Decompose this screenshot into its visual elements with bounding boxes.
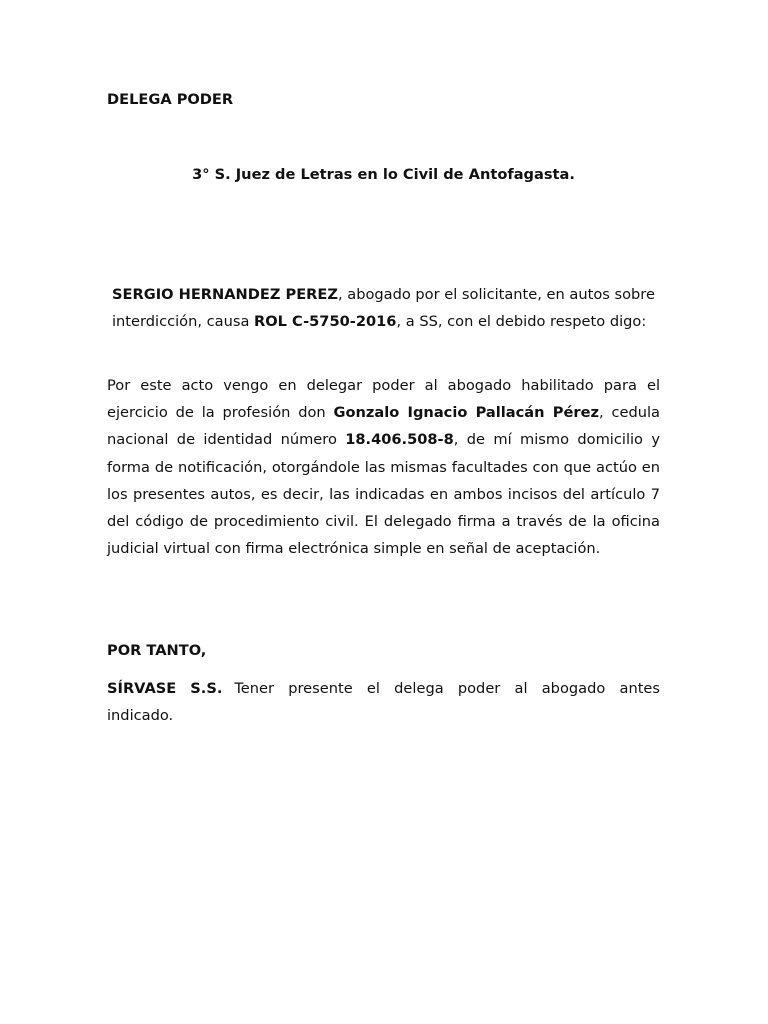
por-tanto-heading: POR TANTO, bbox=[107, 642, 207, 659]
body-text-3: , de mí mismo domicilio y forma de notificación, otorgándole las mismas facultades con que actúo en los presentes autos, es decir, las indicadas en ambos incisos del artículo 7 del código de procedimiento civil. El delegado firma a través de la oficina judicial virtual con firma electrónica simple en señal de aceptación. bbox=[107, 431, 660, 558]
document-heading: DELEGA PODER bbox=[107, 91, 234, 108]
delegate-rut: 18.406.508-8 bbox=[345, 431, 454, 449]
case-rol: ROL C-5750-2016 bbox=[254, 313, 397, 331]
petition-text: Tener presente el delega poder al abogado antes indicado. bbox=[107, 680, 660, 725]
ss-label: S.S. bbox=[190, 680, 223, 697]
body-text-1: Por este acto vengo en delegar poder al abogado habilitado para el ejercicio de la profesión don bbox=[107, 377, 660, 422]
petition-paragraph bbox=[107, 675, 660, 729]
intro-paragraph bbox=[107, 281, 660, 335]
intro-text-1: , abogado por el solicitante, en autos sobre interdicción, causa bbox=[112, 286, 655, 331]
delegate-name: Gonzalo Ignacio Pallacán Pérez bbox=[333, 404, 599, 422]
sirvase-label: SÍRVASE bbox=[107, 680, 177, 697]
intro-text-2: , a SS, con el debido respeto digo: bbox=[396, 313, 647, 331]
court-addressee: 3° S. Juez de Letras en lo Civil de Antofagasta. bbox=[192, 166, 575, 183]
attorney-name: SERGIO HERNANDEZ PEREZ bbox=[112, 286, 338, 303]
body-paragraph bbox=[107, 372, 660, 562]
body-text-2: , cedula nacional de identidad número bbox=[107, 404, 660, 449]
